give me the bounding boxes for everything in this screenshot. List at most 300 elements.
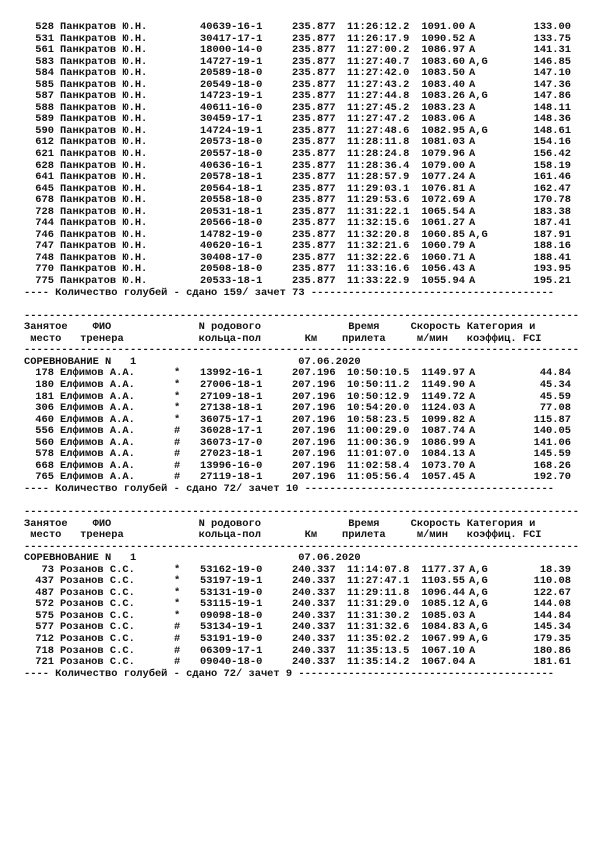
speed-cell: 1061.27 [421,217,465,230]
marker: # [174,632,181,645]
trainer-name: Панкратов Ю.Н. [60,32,148,45]
distance-cell: 235.877 [292,217,336,230]
coefficient-cell: 170.78 [533,194,571,207]
category-cell: A [469,78,476,91]
distance-cell: 235.877 [292,55,336,68]
coefficient-cell: 140.05 [533,425,571,438]
marker: * [174,413,181,426]
arrival-time-cell: 11:27:00.2 [347,44,410,57]
coefficient-cell: 148.61 [533,124,571,137]
trainer-name: Розанов С.С. [60,656,135,669]
category-cell: A [469,263,476,276]
ring-cell: 14724-19-1 [200,124,263,137]
ring-cell: 27138-18-1 [200,402,263,415]
category-cell: A [469,113,476,126]
arrival-time-cell: 11:33:22.9 [347,275,410,288]
coefficient-cell: 45.34 [539,378,571,391]
category-cell: A [469,32,476,45]
trainer-name: Розанов С.С. [60,632,135,645]
ring-cell: 20589-18-0 [200,67,263,80]
category-cell: A,G [469,90,488,103]
coefficient-cell: 162.47 [533,182,571,195]
category-cell: A,G [469,586,488,599]
marker: * [174,586,181,599]
ring-cell: 09040-18-0 [200,656,263,669]
coefficient-cell: 181.61 [533,656,571,669]
distance-cell: 207.196 [292,425,336,438]
table-row [24,657,584,669]
distance-cell: 235.877 [292,113,336,126]
category-cell: A [469,21,476,33]
speed-cell: 1087.74 [421,425,465,438]
category-cell: A [469,413,476,426]
marker: * [174,367,181,380]
coefficient-cell: 77.08 [539,402,571,415]
distance-cell: 235.877 [292,124,336,137]
arrival-time-cell: 11:32:15.6 [347,217,410,230]
arrival-time-cell: 11:31:22.1 [347,205,410,218]
trainer-name: Розанов С.С. [60,563,135,576]
section-elfimov [24,368,584,483]
coefficient-cell: 183.38 [533,205,571,218]
place-cell: 437 [35,575,54,588]
distance-cell: 235.877 [292,240,336,253]
speed-cell: 1086.99 [421,436,465,449]
column-header-line-2: место тренера кольца-пол Км прилета м/мин коэффиц. FCI [24,332,542,345]
place-cell: 575 [35,609,54,622]
arrival-time-cell: 11:27:44.8 [347,90,410,103]
arrival-time-cell: 11:27:42.0 [347,67,410,80]
trainer-name: Розанов С.С. [60,575,135,588]
speed-cell: 1083.06 [421,113,465,126]
distance-cell: 240.337 [292,575,336,588]
results-document [24,22,584,680]
place-cell: 775 [35,275,54,288]
coefficient-cell: 161.46 [533,171,571,184]
ring-cell: 27006-18-1 [200,378,263,391]
arrival-time-cell: 11:28:57.9 [347,171,410,184]
ring-cell: 20566-18-0 [200,217,263,230]
trainer-name: Розанов С.С. [60,586,135,599]
summary-line: ---- Количество голубей - сдано 159/ зачет 73 --------------------------------------- [24,286,555,299]
trainer-name: Панкратов Ю.Н. [60,251,148,264]
speed-cell: 1096.44 [421,586,465,599]
arrival-time-cell: 11:27:47.2 [347,113,410,126]
coefficient-cell: 193.95 [533,263,571,276]
distance-cell: 235.877 [292,78,336,91]
place-cell: 73 [41,563,54,576]
place-cell: 718 [35,644,54,657]
distance-cell: 235.877 [292,101,336,114]
place-cell: 572 [35,598,54,611]
speed-cell: 1072.69 [421,194,465,207]
coefficient-cell: 115.87 [533,413,571,426]
speed-cell: 1083.23 [421,101,465,114]
distance-cell: 207.196 [292,367,336,380]
speed-cell: 1083.40 [421,78,465,91]
place-cell: 180 [35,378,54,391]
distance-cell: 235.877 [292,228,336,241]
category-cell: A,G [469,621,488,634]
trainer-name: Панкратов Ю.Н. [60,171,148,184]
trainer-name: Елфимов А.А. [60,471,135,484]
arrival-time-cell: 11:27:47.1 [347,575,410,588]
speed-cell: 1082.95 [421,124,465,137]
arrival-time-cell: 11:02:58.4 [347,459,410,472]
place-cell: 487 [35,586,54,599]
category-cell: A [469,459,476,472]
ring-cell: 30408-17-0 [200,251,263,264]
distance-cell: 207.196 [292,402,336,415]
distance-cell: 207.196 [292,378,336,391]
marker: # [174,448,181,461]
summary-line: ---- Количество голубей - сдано 72/ зачет 10 ---------------------------------------- [24,482,555,495]
place-cell: 588 [35,101,54,114]
speed-cell: 1079.00 [421,159,465,172]
ring-cell: 14727-19-1 [200,55,263,68]
speed-cell: 1079.96 [421,148,465,161]
category-cell: A,G [469,124,488,137]
ring-cell: 20533-18-1 [200,275,263,288]
trainer-name: Розанов С.С. [60,598,135,611]
category-cell: A [469,436,476,449]
arrival-time-cell: 11:35:13.5 [347,644,410,657]
competition-label: СОРЕВНОВАНИЕ N 1 [24,355,137,368]
trainer-name: Панкратов Ю.Н. [60,263,148,276]
category-cell: A,G [469,563,488,576]
place-cell: 628 [35,159,54,172]
arrival-time-cell: 11:29:11.8 [347,586,410,599]
competition-date: 07.06.2020 [298,355,361,368]
arrival-time-cell: 11:29:53.6 [347,194,410,207]
column-header-line-2: место тренера кольца-пол Км прилета м/мин коэффиц. FCI [24,529,542,542]
speed-cell: 1084.13 [421,448,465,461]
distance-cell: 235.877 [292,67,336,80]
coefficient-cell: 141.06 [533,436,571,449]
coefficient-cell: 148.11 [533,101,571,114]
place-cell: 578 [35,448,54,461]
ring-cell: 14782-19-0 [200,228,263,241]
coefficient-cell: 147.36 [533,78,571,91]
place-cell: 678 [35,194,54,207]
trainer-cell [54,472,200,484]
speed-cell: 1055.94 [421,275,465,288]
arrival-time-cell: 11:00:29.0 [347,425,410,438]
distance-cell: 235.877 [292,136,336,149]
trainer-name: Елфимов А.А. [60,413,135,426]
speed-cell: 1057.45 [421,471,465,484]
speed-cell: 1060.79 [421,240,465,253]
marker: # [174,425,181,438]
ring-cell: 40611-16-0 [200,101,263,114]
category-cell: A [469,67,476,80]
coefficient-cell: 147.10 [533,67,571,80]
category-cell: A,G [469,632,488,645]
category-cell: A [469,148,476,161]
distance-cell: 240.337 [292,632,336,645]
coefficient-cell: 148.36 [533,113,571,126]
ring-cell: 20508-18-0 [200,263,263,276]
ring-cell: 27109-18-1 [200,390,263,403]
arrival-time-cell: 11:00:36.9 [347,436,410,449]
coefficient-cell: 158.19 [533,159,571,172]
ring-cell: 14723-19-1 [200,90,263,103]
place-cell: 577 [35,621,54,634]
category-cell: A,G [469,55,488,68]
category-cell: A [469,609,476,622]
place-cell: 747 [35,240,54,253]
trainer-name: Елфимов А.А. [60,459,135,472]
arrival-time-cell: 11:14:07.8 [347,563,410,576]
category-cell: A [469,171,476,184]
rule-line: ----------------------------------------------------------------------------------------- [24,309,579,322]
category-cell: A [469,378,476,391]
coefficient-cell: 154.16 [533,136,571,149]
marker: * [174,563,181,576]
distance-cell: 240.337 [292,656,336,669]
category-cell: A [469,644,476,657]
category-cell: A [469,471,476,484]
distance-cell: 240.337 [292,609,336,622]
arrival-time-cell: 11:26:12.2 [347,21,410,33]
trainer-name: Панкратов Ю.Н. [60,205,148,218]
speed-cell: 1060.85 [421,228,465,241]
ring-cell: 20578-18-1 [200,171,263,184]
arrival-time-cell: 11:27:40.7 [347,55,410,68]
arrival-time-cell: 11:26:17.9 [347,32,410,45]
trainer-name: Панкратов Ю.Н. [60,217,148,230]
ring-cell: 53197-19-1 [200,575,263,588]
ring-cell: 40636-16-1 [200,159,263,172]
place-cell: 584 [35,67,54,80]
place-cell: 181 [35,390,54,403]
marker: * [174,402,181,415]
arrival-time-cell: 11:32:22.6 [347,251,410,264]
trainer-name: Розанов С.С. [60,609,135,622]
rule-line: ----------------------------------------------------------------------------------------- [24,540,579,553]
place-cell: 748 [35,251,54,264]
rule-line: ----------------------------------------------------------------------------------------- [24,505,579,518]
coefficient-cell: 192.70 [533,471,571,484]
place-cell: 765 [35,471,54,484]
place-cell: 583 [35,55,54,68]
place-cell: 528 [35,21,54,33]
speed-cell: 1067.10 [421,644,465,657]
marker: # [174,656,181,669]
place-cell: 587 [35,90,54,103]
trainer-name: Панкратов Ю.Н. [60,67,148,80]
place-cell: 621 [35,148,54,161]
ring-cell: 40639-16-1 [200,21,263,33]
marker: * [174,390,181,403]
place-cell: 728 [35,205,54,218]
place-cell: 641 [35,171,54,184]
coefficient-cell: 146.85 [533,55,571,68]
speed-cell: 1083.26 [421,90,465,103]
arrival-time-cell: 11:27:48.6 [347,124,410,137]
trainer-name: Панкратов Ю.Н. [60,136,148,149]
speed-cell: 1085.12 [421,598,465,611]
coefficient-cell: 188.41 [533,251,571,264]
category-cell: A [469,182,476,195]
speed-cell: 1149.90 [421,378,465,391]
marker: * [174,378,181,391]
distance-cell: 235.877 [292,251,336,264]
distance-cell: 235.877 [292,44,336,57]
section-pankratov [24,22,584,288]
category-cell: A [469,390,476,403]
place-cell: 306 [35,402,54,415]
column-header-line-1: Занятое ФИО N родового Время Скорость Категория и [24,517,536,530]
ring-cell: 53191-19-0 [200,632,263,645]
distance-cell: 240.337 [292,621,336,634]
place-cell: 560 [35,436,54,449]
trainer-name: Елфимов А.А. [60,390,135,403]
speed-cell: 1073.70 [421,459,465,472]
speed-cell: 1099.82 [421,413,465,426]
place-cell: 178 [35,367,54,380]
arrival-time-cell: 11:01:07.0 [347,448,410,461]
ring-cell: 27023-18-1 [200,448,263,461]
distance-cell: 235.877 [292,182,336,195]
trainer-name: Панкратов Ю.Н. [60,44,148,57]
ring-cell: 30417-17-1 [200,32,263,45]
distance-cell: 235.877 [292,275,336,288]
marker: * [174,598,181,611]
coefficient-cell: 133.00 [533,21,571,33]
ring-cell: 36028-17-1 [200,425,263,438]
trainer-name: Елфимов А.А. [60,448,135,461]
section-rozanov [24,565,584,669]
coefficient-cell: 144.08 [533,598,571,611]
trainer-name: Панкратов Ю.Н. [60,228,148,241]
trainer-name: Панкратов Ю.Н. [60,275,148,288]
arrival-time-cell: 10:58:23.5 [347,413,410,426]
speed-cell: 1081.03 [421,136,465,149]
distance-cell: 235.877 [292,205,336,218]
speed-cell: 1177.37 [421,563,465,576]
distance-cell: 235.877 [292,263,336,276]
speed-cell: 1060.71 [421,251,465,264]
speed-cell: 1065.54 [421,205,465,218]
speed-cell: 1149.72 [421,390,465,403]
arrival-time-cell: 11:35:02.2 [347,632,410,645]
category-cell: A [469,656,476,669]
ring-cell: 20549-18-0 [200,78,263,91]
coefficient-cell: 144.84 [533,609,571,622]
arrival-time-cell: 11:32:20.8 [347,228,410,241]
distance-cell: 207.196 [292,436,336,449]
trainer-name: Елфимов А.А. [60,425,135,438]
arrival-time-cell: 11:31:32.6 [347,621,410,634]
trainer-name: Елфимов А.А. [60,378,135,391]
speed-cell: 1083.60 [421,55,465,68]
ring-cell: 20557-18-0 [200,148,263,161]
arrival-time-cell: 11:27:45.2 [347,101,410,114]
marker: # [174,621,181,634]
place-cell: 744 [35,217,54,230]
trainer-cell [54,657,200,669]
arrival-time-cell: 11:29:03.1 [347,182,410,195]
ring-cell: 20531-18-1 [200,205,263,218]
column-header-line-1: Занятое ФИО N родового Время Скорость Категория и [24,321,536,334]
summary-line: ---- Количество голубей - сдано 72/ зачет 9 ----------------------------------------- [24,667,555,680]
marker: # [174,436,181,449]
trainer-name: Панкратов Ю.Н. [60,78,148,91]
spacer [24,299,584,311]
ring-cell: 36073-17-0 [200,436,263,449]
arrival-time-cell: 10:50:11.2 [347,378,410,391]
trainer-cell [54,276,200,288]
distance-cell: 207.196 [292,459,336,472]
ring-cell: 09098-18-0 [200,609,263,622]
category-cell: A [469,101,476,114]
category-cell: A [469,251,476,264]
place-cell: 561 [35,44,54,57]
speed-cell: 1091.00 [421,21,465,33]
arrival-time-cell: 11:31:30.2 [347,609,410,622]
category-cell: A [469,240,476,253]
coefficient-cell: 188.16 [533,240,571,253]
category-cell: A,G [469,598,488,611]
place-cell: 770 [35,263,54,276]
coefficient-cell: 133.75 [533,32,571,45]
trainer-name: Елфимов А.А. [60,402,135,415]
distance-cell: 235.877 [292,194,336,207]
coefficient-cell: 145.34 [533,621,571,634]
distance-cell: 207.196 [292,471,336,484]
ring-cell: 53162-19-0 [200,563,263,576]
coefficient-cell: 187.41 [533,217,571,230]
trainer-name: Панкратов Ю.Н. [60,194,148,207]
distance-cell: 207.196 [292,448,336,461]
speed-cell: 1067.04 [421,656,465,669]
category-cell: A [469,367,476,380]
coefficient-cell: 195.21 [533,275,571,288]
table-row [24,276,584,288]
trainer-name: Панкратов Ю.Н. [60,240,148,253]
category-cell: A [469,217,476,230]
ring-cell: 53115-19-1 [200,598,263,611]
place-cell: 612 [35,136,54,149]
category-cell: A [469,425,476,438]
marker: * [174,575,181,588]
arrival-time-cell: 11:28:36.4 [347,159,410,172]
ring-cell: 30459-17-1 [200,113,263,126]
arrival-time-cell: 11:31:29.0 [347,598,410,611]
place-cell: 721 [35,656,54,669]
coefficient-cell: 180.86 [533,644,571,657]
arrival-time-cell: 11:35:14.2 [347,656,410,669]
category-cell: A,G [469,575,488,588]
category-cell: A [469,194,476,207]
distance-cell: 235.877 [292,21,336,33]
arrival-time-cell: 10:50:10.5 [347,367,410,380]
category-cell: A [469,136,476,149]
trainer-name: Панкратов Ю.Н. [60,148,148,161]
trainer-name: Розанов С.С. [60,644,135,657]
trainer-name: Панкратов Ю.Н. [60,182,148,195]
distance-cell: 207.196 [292,390,336,403]
trainer-name: Розанов С.С. [60,621,135,634]
place-cell: 590 [35,124,54,137]
speed-cell: 1085.03 [421,609,465,622]
trainer-name: Панкратов Ю.Н. [60,159,148,172]
category-cell: A [469,448,476,461]
trainer-name: Панкратов Ю.Н. [60,113,148,126]
ring-cell: 20573-18-0 [200,136,263,149]
ring-cell: 06309-17-1 [200,644,263,657]
